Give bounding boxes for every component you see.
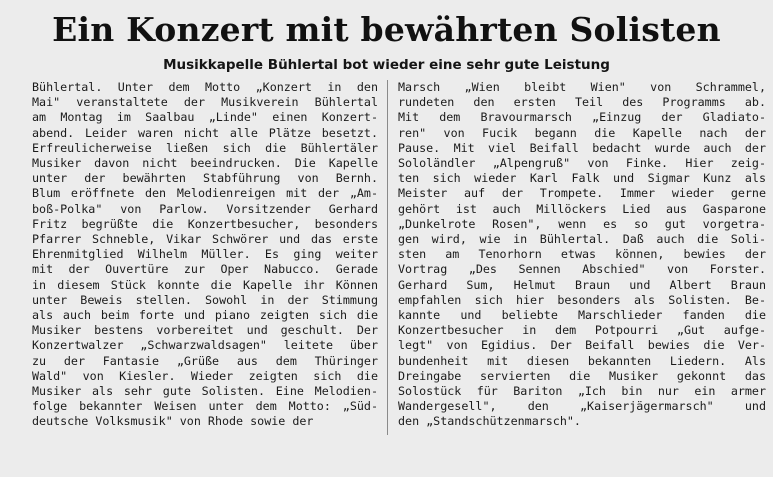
article-text-line: Musiker als sehr gute Solisten. Eine Melodien- xyxy=(32,384,378,399)
article-text-line: am Montag im Saalbau „Linde" einen Konzert- xyxy=(32,110,378,125)
article-text-line: mit der Ouvertüre zur Oper Nabucco. Gerade xyxy=(32,262,378,277)
article-text-line: ren" von Fucik begann die Kapelle nach der xyxy=(398,125,766,140)
article-text-line: Konzertbesucher in dem Potpourri „Gut aufge- xyxy=(398,323,766,338)
article-text-line: boß-Polka" von Parlow. Vorsitzender Gerhard xyxy=(32,201,378,216)
article-text-line: unter der bewährten Stabführung von Bernh. xyxy=(32,171,378,186)
article-text-line: kannte und beliebte Marschlieder fanden die xyxy=(398,308,766,323)
article-text-line: Wald" von Kiesler. Wieder zeigten sich die xyxy=(32,368,378,383)
article-text-line: bundenheit mit diesen bekannten Liedern. Als xyxy=(398,353,766,368)
article-text-line: Musiker davon nicht beeindrucken. Die Kapelle xyxy=(32,156,378,171)
article-column-right xyxy=(398,80,766,430)
article-text-line: Gerhard Sum, Helmut Braun und Albert Braun xyxy=(398,277,766,292)
article-text-line: folge bekannter Weisen unter dem Motto: „Süd- xyxy=(32,399,378,414)
article-text-line: abend. Leider waren nicht alle Plätze besetzt. xyxy=(32,125,378,140)
article-text-line: Solostück für Bariton „Ich bin nur ein armer xyxy=(398,384,766,399)
article-text-line: gen wird, wie in Bühlertal. Daß auch die Soli- xyxy=(398,232,766,247)
article-text-line: in diesem Stück konnte die Kapelle ihr Können xyxy=(32,277,378,292)
article-text-line: empfahlen sich hier besonders als Solisten. Be- xyxy=(398,292,766,307)
article-text-line: Marsch „Wien bleibt Wien" von Schrammel, xyxy=(398,80,766,94)
article-text-line: Fritz begrüßte die Konzertbesucher, besonders xyxy=(32,216,378,231)
article-text-line: sten am Tenorhorn etwas können, bewies der xyxy=(398,247,766,262)
article-text-line: Bühlertal. Unter dem Motto „Konzert in den xyxy=(32,80,378,94)
article-text-line: Pause. Mit viel Beifall bedacht wurde auch der xyxy=(398,140,766,155)
article-headline: Ein Konzert mit bewährten Solisten xyxy=(52,10,721,49)
column-divider xyxy=(387,80,388,435)
article-text-line: „Dunkelrote Rosen", wenn es so gut vorgetra- xyxy=(398,216,766,231)
article-text-line: Sololändler „Alpengruß" von Finke. Hier zeig- xyxy=(398,156,766,171)
article-text-line: Wandergesell", den „Kaiserjägermarsch" und xyxy=(398,399,766,414)
article-text-line: Erfreulicherweise ließen sich die Bühlertäler xyxy=(32,140,378,155)
article-text-line: Blum eröffnete den Melodienreigen mit der „Am- xyxy=(32,186,378,201)
article-text-line: Dreingabe servierten die Musiker gekonnt das xyxy=(398,368,766,383)
article-text-line: ten sich wieder Karl Falk und Sigmar Kunz als xyxy=(398,171,766,186)
article-text-line: deutsche Volksmusik" von Rhode sowie der xyxy=(32,414,314,429)
article-subheadline: Musikkapelle Bühlertal bot wieder eine sehr gute Leistung xyxy=(163,57,610,73)
article-text-line: Mai" veranstaltete der Musikverein Bühlertal xyxy=(32,95,378,110)
article-text-line: Mit dem Bravourmarsch „Einzug der Gladiato- xyxy=(398,110,766,125)
article-text-line: legt" von Egidius. Der Beifall bewies die Ver- xyxy=(398,338,766,353)
article-text-line: Konzertwalzer „Schwarzwaldsagen" leitete über xyxy=(32,338,378,353)
article-text-line: Pfarrer Schneble, Vikar Schwörer und das erste xyxy=(32,232,378,247)
article-text-line: gehört ist auch Millöckers Lied aus Gasparone xyxy=(398,201,766,216)
article-text-line: Vortrag „Des Sennen Abschied" von Forster. xyxy=(398,262,766,277)
article-text-line: zu der Fantasie „Grüße aus dem Thüringer xyxy=(32,353,378,368)
article-text-line: rundeten den ersten Teil des Programms ab. xyxy=(398,95,766,110)
article-text-line: den „Standschützenmarsch". xyxy=(398,414,581,429)
article-text-line: Meister auf der Trompete. Immer wieder gerne xyxy=(398,186,766,201)
article-text-line: als auch beim forte und piano zeigten sich die xyxy=(32,308,378,323)
article-text-line: Musiker bestens vorbereitet und geschult. Der xyxy=(32,323,378,338)
article-text-line: Ehrenmitglied Wilhelm Müller. Es ging weiter xyxy=(32,247,378,262)
article-text-line: unter Beweis stellen. Sowohl in der Stimmung xyxy=(32,292,378,307)
article-column-left xyxy=(32,80,378,430)
